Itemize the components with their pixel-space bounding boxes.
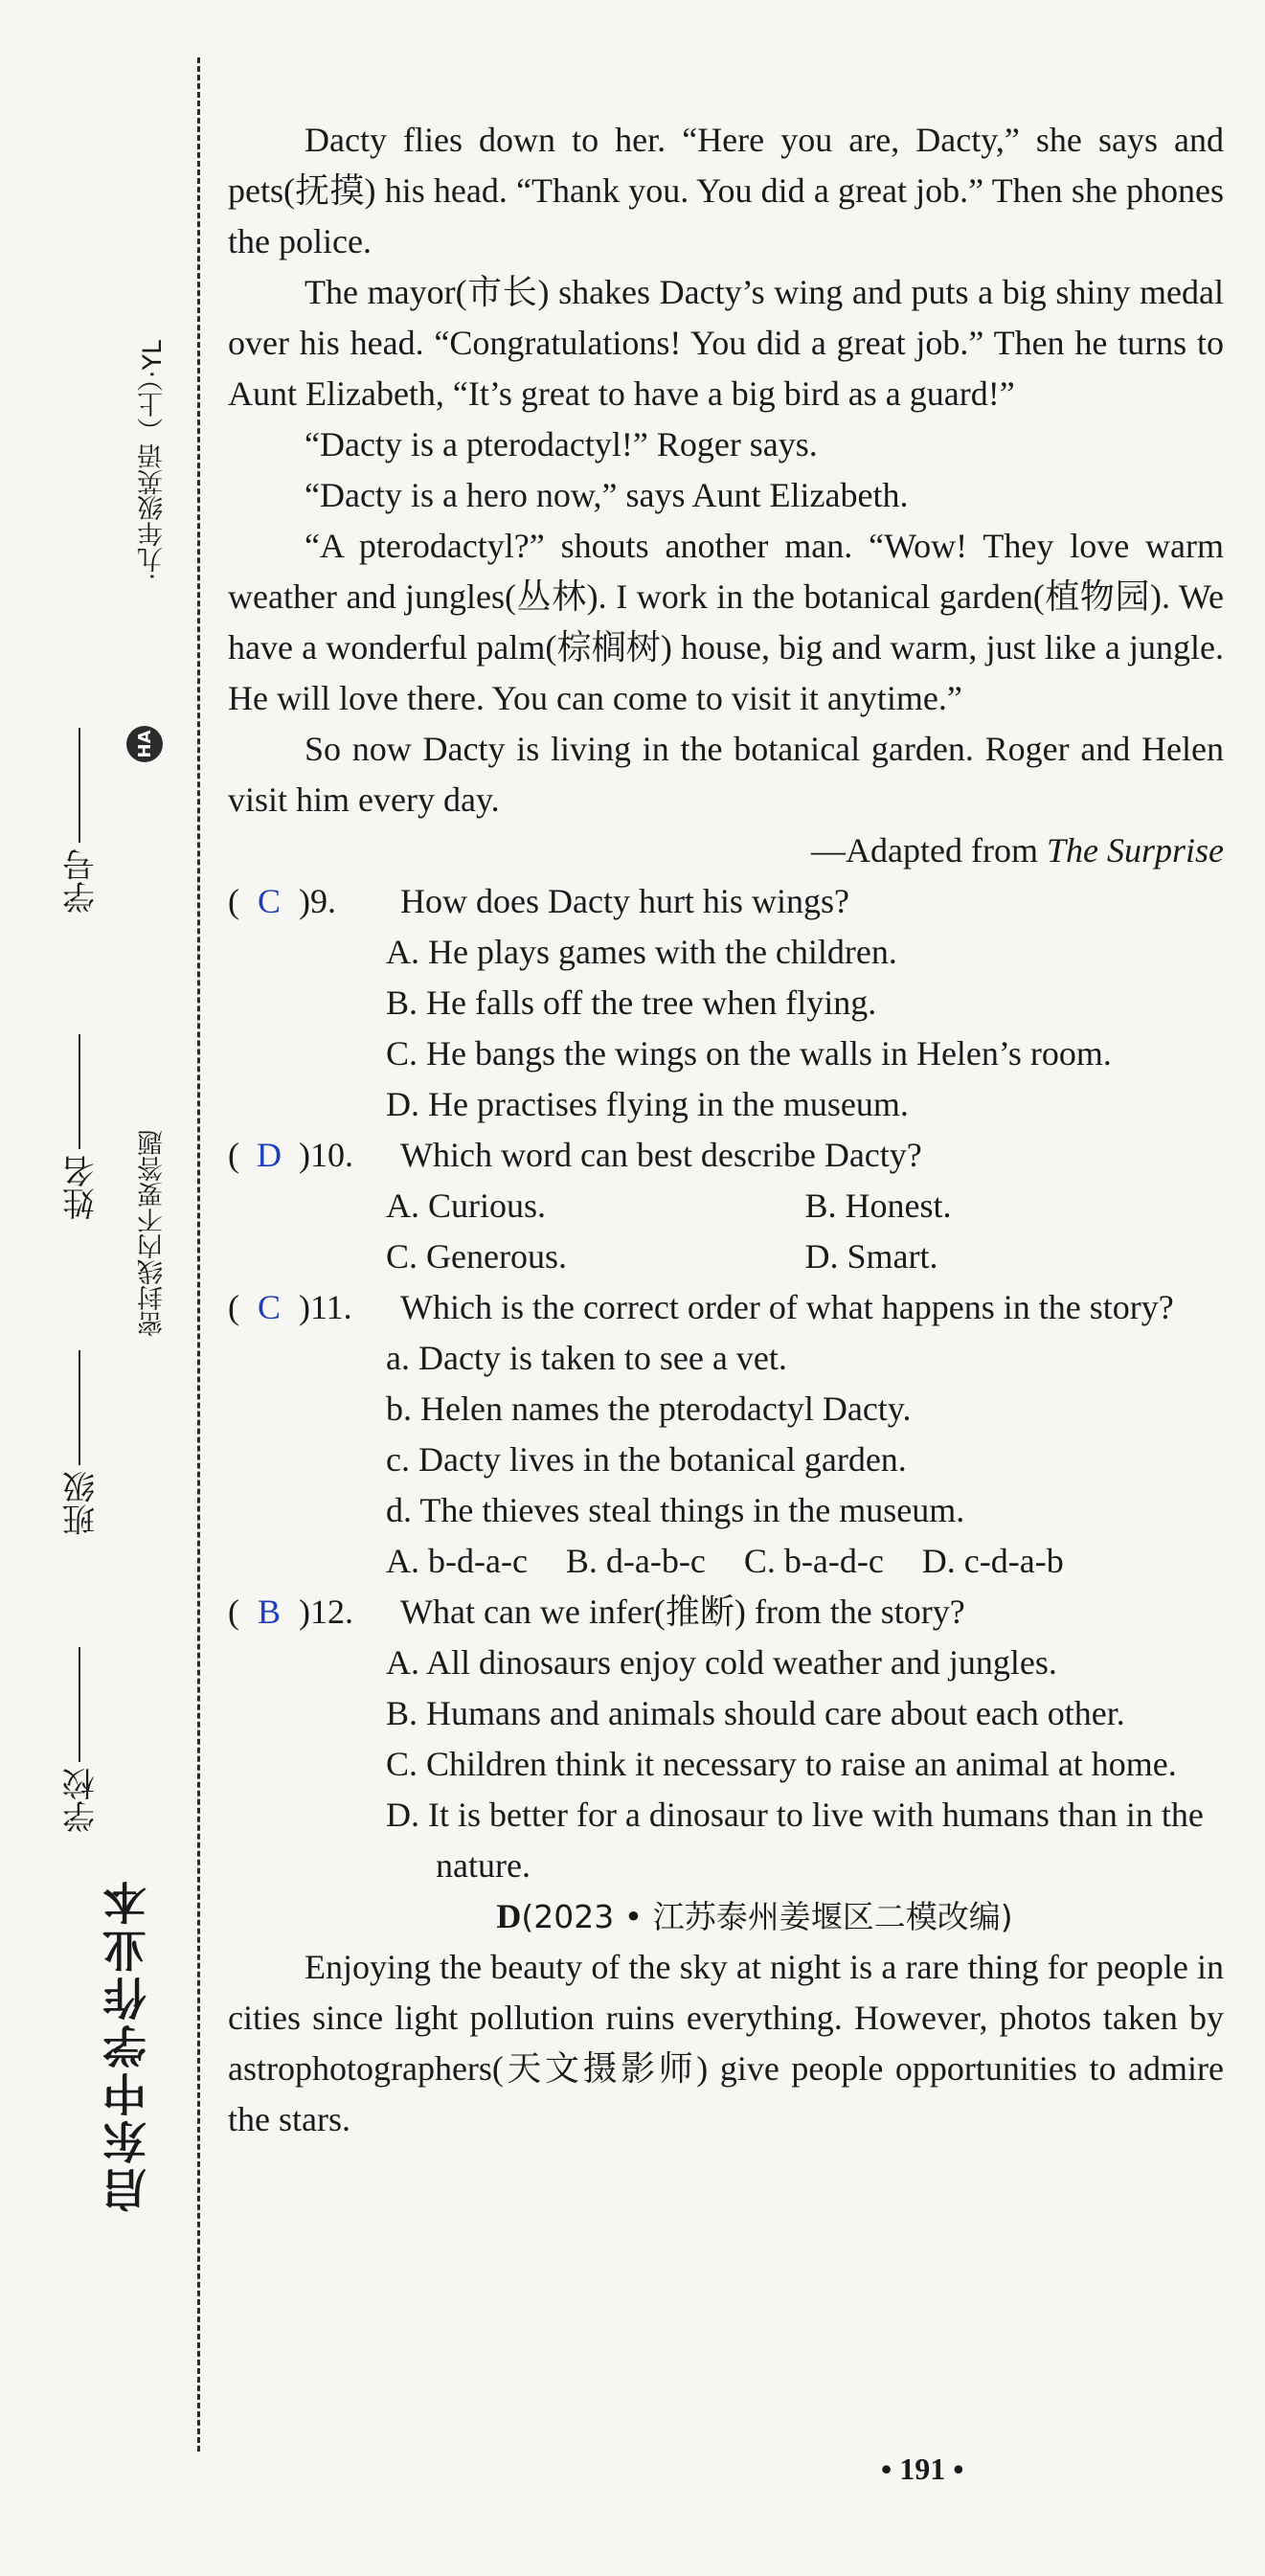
option[interactable]: A. Curious. xyxy=(386,1186,547,1225)
section-source: (2023 • 江苏泰州姜堰区二模改编) xyxy=(521,1898,1013,1935)
seal-dashed-line xyxy=(197,57,200,2452)
option[interactable]: B. Humans and animals should care about each other. xyxy=(386,1694,1125,1732)
story-source xyxy=(228,825,1224,876)
option[interactable]: B. He falls off the tree when flying. xyxy=(386,983,877,1022)
event-item: d. The thieves steal things in the museum. xyxy=(386,1491,965,1529)
story-paragraph-4: “Dacty is a hero now,” says Aunt Elizabeth. xyxy=(305,476,909,514)
question-number: )10. xyxy=(299,1136,353,1174)
option[interactable]: C. Children think it necessary to raise an animal at home. xyxy=(386,1745,1177,1783)
publisher-logo-icon: HA xyxy=(126,726,163,762)
page-number: • 191 • xyxy=(881,2452,964,2486)
story-paragraph-2: The mayor(市长) shakes Dacty’s wing and puts a big shiny medal over his head. “Congratulations! You did a great job.” Then he turns to Aunt Elizabeth, “It’s great to have a big bird as a guard!” xyxy=(228,273,1224,413)
option[interactable]: D. It is better for a dinosaur to live with humans than in the nature. xyxy=(386,1796,1204,1885)
answer-slot[interactable]: ( B )12. xyxy=(228,1587,400,1638)
question-number: )9. xyxy=(299,882,336,920)
event-item: a. Dacty is taken to see a vet. xyxy=(386,1339,787,1377)
question-10-options xyxy=(228,1181,1224,1282)
question-stem: Which word can best describe Dacty? xyxy=(400,1136,922,1174)
question-11-options xyxy=(228,1333,1224,1587)
question-number: )11. xyxy=(299,1288,352,1326)
answer-slot[interactable]: ( C )9. xyxy=(228,876,400,927)
story-paragraph-6: So now Dacty is living in the botanical garden. Roger and Helen visit him every day. xyxy=(228,730,1224,819)
seal-notice: 密封线内不要答题 xyxy=(138,1130,168,1337)
section-d-paragraph-1: Enjoying the beauty of the sky at night is a rare thing for people in cities since light pollution ruins everything. However, photos taken by astrophotographers(天文摄影师) give people opportunities to admire the stars. xyxy=(228,1948,1224,2138)
option[interactable]: A. All dinosaurs enjoy cold weather and jungles. xyxy=(386,1643,1057,1682)
student-id-label: 学号 xyxy=(62,848,102,914)
student-id-field xyxy=(38,728,124,914)
answer-mark: B xyxy=(257,1593,281,1631)
question-stem: How does Dacty hurt his wings? xyxy=(400,882,849,920)
book-label: ·九年级英语（上）·YL xyxy=(138,340,168,581)
question-stem: Which is the correct order of what happens in the story? xyxy=(400,1288,1174,1326)
answer-mark: D xyxy=(257,1136,282,1174)
option[interactable]: C. b-a-d-c xyxy=(743,1542,884,1580)
story-paragraph-1: Dacty flies down to her. “Here you are, Dacty,” she says and pets(抚摸) his head. “Thank you. You did a great job.” Then she phones the police. xyxy=(228,121,1224,260)
name-blank[interactable] xyxy=(79,1034,84,1149)
main-content xyxy=(228,115,1224,2145)
answer-slot[interactable]: ( D )10. xyxy=(228,1130,400,1181)
story-paragraph-5: “A pterodactyl?” shouts another man. “Wow! They love warm weather and jungles(丛林). I work in the botanical garden(植物园). We have a wonderful palm(棕榈树) house, big and warm, just like a jungle. He will love there. You can come to visit it anytime.” xyxy=(228,527,1224,717)
option[interactable]: A. He plays games with the children. xyxy=(386,933,897,971)
class-field xyxy=(38,1350,124,1536)
question-11 xyxy=(228,1282,1224,1333)
section-d-heading xyxy=(228,1891,1224,1942)
option[interactable]: C. He bangs the wings on the walls in Helen’s room. xyxy=(386,1034,1112,1073)
section-letter: D xyxy=(496,1897,522,1935)
event-item: c. Dacty lives in the botanical garden. xyxy=(386,1440,907,1479)
answer-mark: C xyxy=(257,882,281,920)
class-blank[interactable] xyxy=(79,1350,84,1465)
book-series-title: 启东中学作业本 xyxy=(102,1877,153,2212)
question-number: )12. xyxy=(299,1593,353,1631)
question-9 xyxy=(228,876,1224,927)
student-id-blank[interactable] xyxy=(79,728,84,843)
option[interactable]: A. b-d-a-c xyxy=(386,1542,528,1580)
option[interactable]: D. He practises flying in the museum. xyxy=(386,1085,909,1123)
option[interactable]: B. Honest. xyxy=(804,1186,952,1225)
answer-slot[interactable]: ( C )11. xyxy=(228,1282,400,1333)
school-label: 学校 xyxy=(62,1768,102,1833)
question-10 xyxy=(228,1130,1224,1181)
option[interactable]: D. c-d-a-b xyxy=(921,1542,1064,1580)
school-field xyxy=(38,1647,124,1833)
option[interactable]: D. Smart. xyxy=(804,1237,938,1276)
source-prefix: —Adapted from xyxy=(811,831,1047,870)
name-field xyxy=(38,1034,124,1220)
option[interactable]: B. d-a-b-c xyxy=(565,1542,706,1580)
name-label: 姓名 xyxy=(62,1155,102,1220)
question-9-options xyxy=(228,927,1224,1130)
source-title: The Surprise xyxy=(1046,831,1224,870)
option[interactable]: C. Generous. xyxy=(386,1237,567,1276)
class-label: 班级 xyxy=(62,1471,102,1536)
answer-mark: C xyxy=(257,1288,281,1326)
story-paragraph-3: “Dacty is a pterodactyl!” Roger says. xyxy=(305,425,818,463)
question-12-options xyxy=(228,1638,1224,1891)
event-item: b. Helen names the pterodactyl Dacty. xyxy=(386,1390,912,1428)
question-12 xyxy=(228,1587,1224,1638)
school-blank[interactable] xyxy=(79,1647,84,1762)
question-stem: What can we infer(推断) from the story? xyxy=(400,1593,965,1631)
